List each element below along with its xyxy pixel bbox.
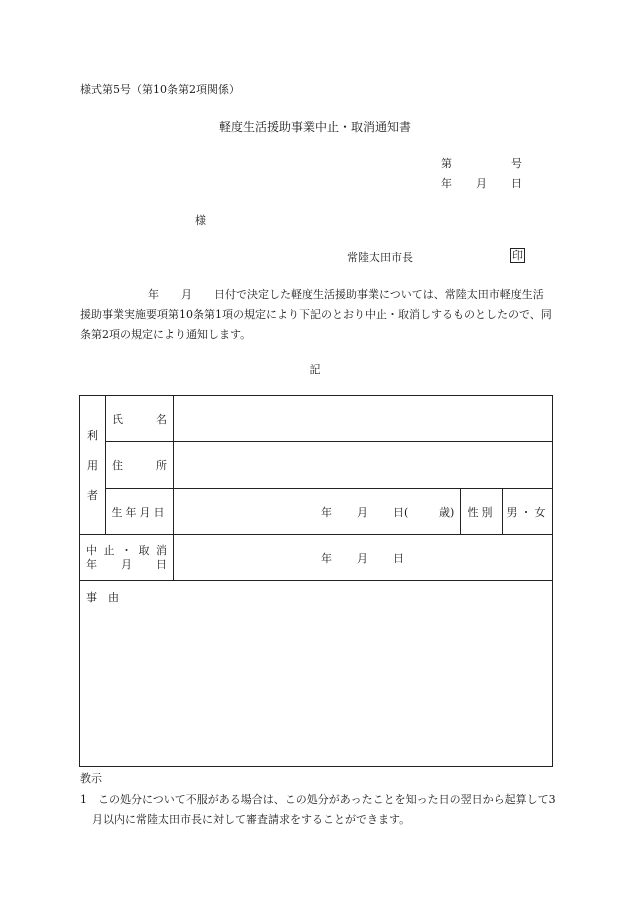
birth-year: 年 xyxy=(321,505,332,519)
address-label-2: 所 xyxy=(156,459,167,472)
name-row xyxy=(80,396,553,442)
birth-date-cell[interactable] xyxy=(174,489,461,535)
cancel-label-cell xyxy=(80,535,174,581)
cancel-label-2: 止 xyxy=(103,543,115,557)
name-label-1: 氏 xyxy=(112,413,123,426)
cancel-month-label: 月 xyxy=(121,557,132,571)
cancel-row xyxy=(80,535,553,581)
user-char-2: 用 xyxy=(87,459,98,472)
number-suffix: 号 xyxy=(511,157,522,170)
form-number: 様式第5号（第10条第2項関係） xyxy=(80,83,240,96)
birth-label: 生年月日 xyxy=(111,505,168,519)
name-label-2: 名 xyxy=(156,413,167,426)
cancel-year: 年 xyxy=(321,551,332,565)
cancel-day: 日 xyxy=(393,551,404,565)
reason-row xyxy=(80,581,553,767)
name-value-cell[interactable] xyxy=(174,396,553,442)
cancel-year-label: 年 xyxy=(86,557,97,571)
address-label-cell xyxy=(106,442,174,489)
number-prefix: 第 xyxy=(441,157,452,170)
notice-item-1: 1 この処分について不服がある場合は、この処分があったことを知った日の翌日から起算して3月以内に常陸太田市長に対して審査請求をすることができます。 xyxy=(80,793,556,826)
issue-day-label: 日 xyxy=(511,177,522,190)
name-label-cell xyxy=(106,396,174,442)
user-char-1: 利 xyxy=(87,429,98,442)
document-title: 軽度生活援助事業中止・取消通知書 xyxy=(218,120,411,134)
cancel-label-3: ・ xyxy=(121,543,132,557)
user-char-3: 者 xyxy=(87,489,98,502)
sex-label-cell xyxy=(461,489,503,535)
cancel-label-1: 中 xyxy=(86,543,97,557)
issue-year-label: 年 xyxy=(441,177,452,190)
reason-cell[interactable] xyxy=(80,581,553,767)
cancel-label-4: 取 xyxy=(138,543,150,557)
addressee-suffix: 様 xyxy=(195,214,206,227)
notice-heading: 教示 xyxy=(80,772,102,785)
seal-char: 印 xyxy=(512,249,523,262)
issue-month-label: 月 xyxy=(476,177,487,190)
address-label-1: 住 xyxy=(112,459,123,472)
birth-label-cell xyxy=(106,489,174,535)
reason-label: 事 由 xyxy=(86,591,119,604)
sex-value: 男・女 xyxy=(506,505,549,519)
cancel-day-label: 日 xyxy=(156,557,167,571)
notice-paragraph: 年 月 日付で決定した軽度生活援助事業については、常陸太田市軽度生活援助事業実施要項第10条第1項の規定により下記のとおり中止・取消しするものとしたので、同条第2項の規定により通知します。 xyxy=(80,288,552,341)
ki-heading: 記 xyxy=(309,363,321,376)
sex-value-cell[interactable] xyxy=(503,489,553,535)
address-row xyxy=(80,442,553,489)
seal-mark xyxy=(510,248,525,263)
birth-row xyxy=(80,489,553,535)
user-group-cell xyxy=(80,396,106,535)
cancel-date-cell[interactable] xyxy=(174,535,553,581)
sex-label: 性別 xyxy=(467,505,496,519)
cancel-month: 月 xyxy=(357,551,368,565)
birth-day: 日( xyxy=(393,505,409,519)
info-table xyxy=(79,395,553,767)
issuer-name: 常陸太田市長 xyxy=(347,251,413,264)
birth-month: 月 xyxy=(357,505,368,519)
address-value-cell[interactable] xyxy=(174,442,553,489)
birth-age: 歳) xyxy=(439,505,455,519)
cancel-label-5: 消 xyxy=(156,543,167,557)
